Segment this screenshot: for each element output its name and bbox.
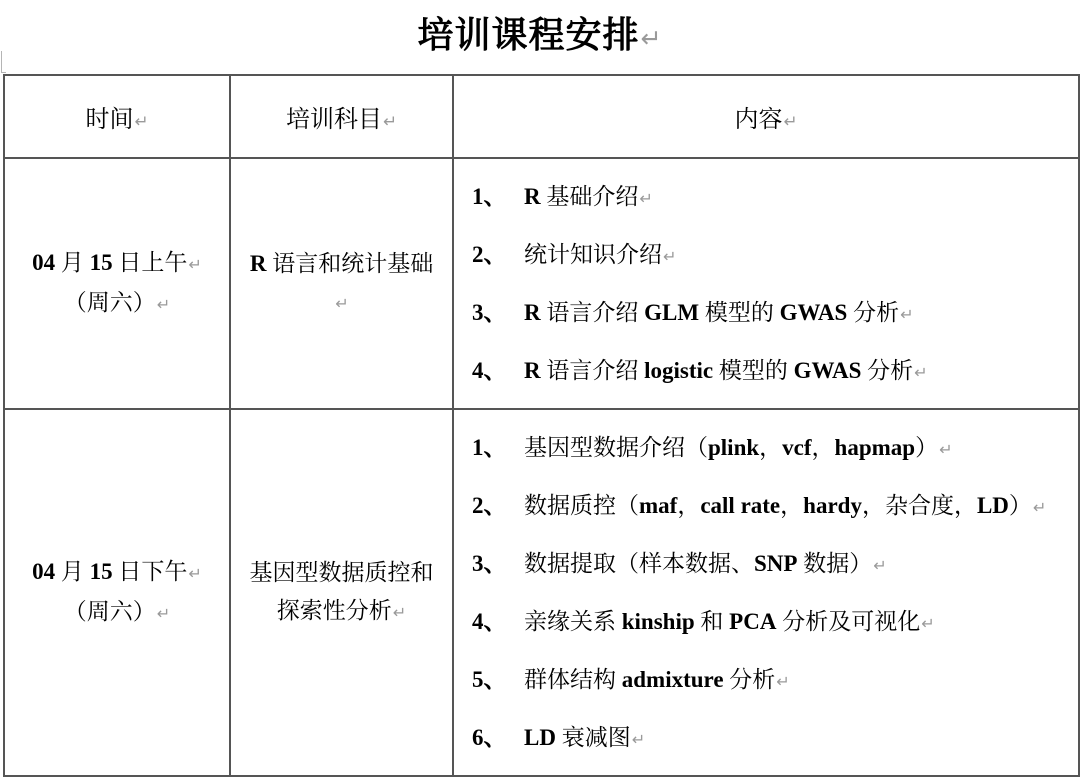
text-run: logistic [644,357,714,383]
paragraph-mark-icon: ↵ [631,729,646,749]
paragraph-mark-icon: ↵ [900,304,914,324]
list-item-number: 3、 [472,299,507,325]
text-run: 基因型数据介绍（ [524,434,708,460]
table-row [4,158,1079,409]
text-run: 语言介绍 [540,357,645,383]
day-number: 15 [89,558,113,584]
list-item [472,284,1078,342]
table-row [4,409,1079,776]
month-label: 月 [55,249,90,275]
text-run: GWAS [793,357,862,383]
content-cell [453,158,1079,409]
text-run: 数据） [797,550,873,576]
title-text: 培训课程安排 [417,15,640,56]
subject-text: 语言和统计基础 [266,250,434,276]
text-run: maf [639,492,678,518]
text-run: plink [708,434,760,460]
header-content [453,75,1079,158]
list-item-text [524,419,953,479]
text-run: ， [759,434,783,460]
text-run: call rate [700,492,781,518]
list-item [472,226,1078,284]
paragraph-mark-icon: ↵ [639,188,653,208]
list-item-number: 4、 [472,608,507,634]
list-item [472,593,1078,651]
text-run: GLM [644,299,700,325]
paragraph-mark-icon: ↵ [914,362,928,382]
list-item-text [524,477,1046,537]
text-run: R [524,357,541,383]
time-cell [4,158,230,409]
time-cell [4,409,230,776]
text-run: PCA [729,608,777,634]
text-run: 数据质控（ [524,492,639,518]
list-item-number: 4、 [472,357,507,383]
header-content-label: 内容 [734,105,783,133]
subject-text: 基因型数据质控和探索性分析 [249,559,434,623]
list-item-number: 1、 [472,183,507,209]
text-run: GWAS [779,299,848,325]
list-item-number: 2、 [472,241,507,267]
list-item [472,477,1078,535]
text-run: 群体结构 [524,666,622,692]
subject-cell [230,409,453,776]
subject-cell [230,158,453,409]
header-time-label: 时间 [85,105,134,133]
schedule-table [3,74,1080,777]
header-time [4,75,230,158]
text-run: ， [780,492,804,518]
text-run: 语言介绍 [540,299,645,325]
text-run: 衰减图 [555,724,631,750]
text-run: R [524,299,541,325]
list-item [472,342,1078,400]
list-item-number: 5、 [472,666,507,692]
text-run: kinship [621,608,695,634]
paragraph-mark-icon: ↵ [663,246,677,266]
paragraph-mark-icon: ↵ [134,111,149,131]
weekday-label: （周六） [63,289,156,315]
month-number: 04 [32,558,56,584]
text-run: hardy [803,492,862,518]
paragraph-mark-icon: ↵ [382,111,398,131]
text-run: ） [915,434,939,460]
text-run: LD [976,492,1009,518]
paragraph-mark-icon: ↵ [188,254,202,274]
page-title [0,8,1080,67]
list-item-text [524,709,645,769]
text-run: ） [1008,492,1032,518]
month-number: 04 [32,249,56,275]
list-item-text [524,535,887,595]
table-header-row [4,75,1079,158]
list-item-text [524,226,677,286]
paragraph-mark-icon: ↵ [392,602,407,622]
list-item-text [524,593,935,653]
text-run: admixture [621,666,724,692]
content-cell [453,409,1079,776]
text-run: 亲缘关系 [524,608,622,634]
text-run: 统计知识介绍 [524,241,662,267]
text-run: ， [677,492,701,518]
text-run: LD [524,724,556,750]
paragraph-mark-icon: ↵ [188,563,202,583]
paragraph-mark-icon: ↵ [1032,497,1047,517]
list-item-text [524,651,790,711]
paragraph-mark-icon: ↵ [640,24,663,53]
paragraph-mark-icon: ↵ [156,294,171,314]
text-run: 模型的 [713,357,794,383]
paragraph-mark-icon: ↵ [921,613,935,633]
text-run: hapmap [834,434,916,460]
text-run: SNP [754,550,798,576]
paragraph-mark-icon: ↵ [156,603,171,623]
paragraph-mark-icon: ↵ [335,293,349,313]
text-run: ， [811,434,835,460]
list-item-text [524,342,928,402]
text-run: 模型的 [699,299,780,325]
text-run: 分析 [861,357,914,383]
list-item-text [524,284,914,344]
paragraph-mark-icon: ↵ [939,439,953,459]
text-run: ，杂合度， [861,492,977,518]
text-run: 分析 [723,666,776,692]
list-item [472,651,1078,709]
text-run: 分析及可视化 [776,608,921,634]
day-number: 15 [89,249,113,275]
paragraph-mark-icon: ↵ [783,111,798,131]
text-run: R [524,183,541,209]
list-item-number: 3、 [472,550,507,576]
subject-lead: R [249,250,267,276]
list-item [472,168,1078,226]
header-subject-label: 培训科目 [285,105,382,133]
list-item [472,419,1078,477]
paragraph-mark-icon: ↵ [873,555,887,575]
text-boundary-corner-mark [1,51,6,73]
time-line-2 [5,593,229,633]
time-line-1 [5,553,229,593]
list-item-number: 6、 [472,724,507,750]
weekday-label: （周六） [63,598,156,624]
time-line-2 [5,284,229,324]
list-item-text [524,168,653,228]
header-subject [230,75,453,158]
list-item-number: 2、 [472,492,507,518]
text-run: 基础介绍 [540,183,639,209]
list-item [472,709,1078,767]
paragraph-mark-icon: ↵ [776,671,790,691]
list-item-number: 1、 [472,434,507,460]
text-run: vcf [782,434,812,460]
text-run: 数据提取（样本数据、 [524,550,754,576]
day-period-label: 日下午 [112,558,188,584]
month-label: 月 [55,558,90,584]
day-period-label: 日上午 [112,249,188,275]
time-line-1 [5,244,229,284]
text-run: 和 [694,608,730,634]
list-item [472,535,1078,593]
text-run: 分析 [847,299,900,325]
